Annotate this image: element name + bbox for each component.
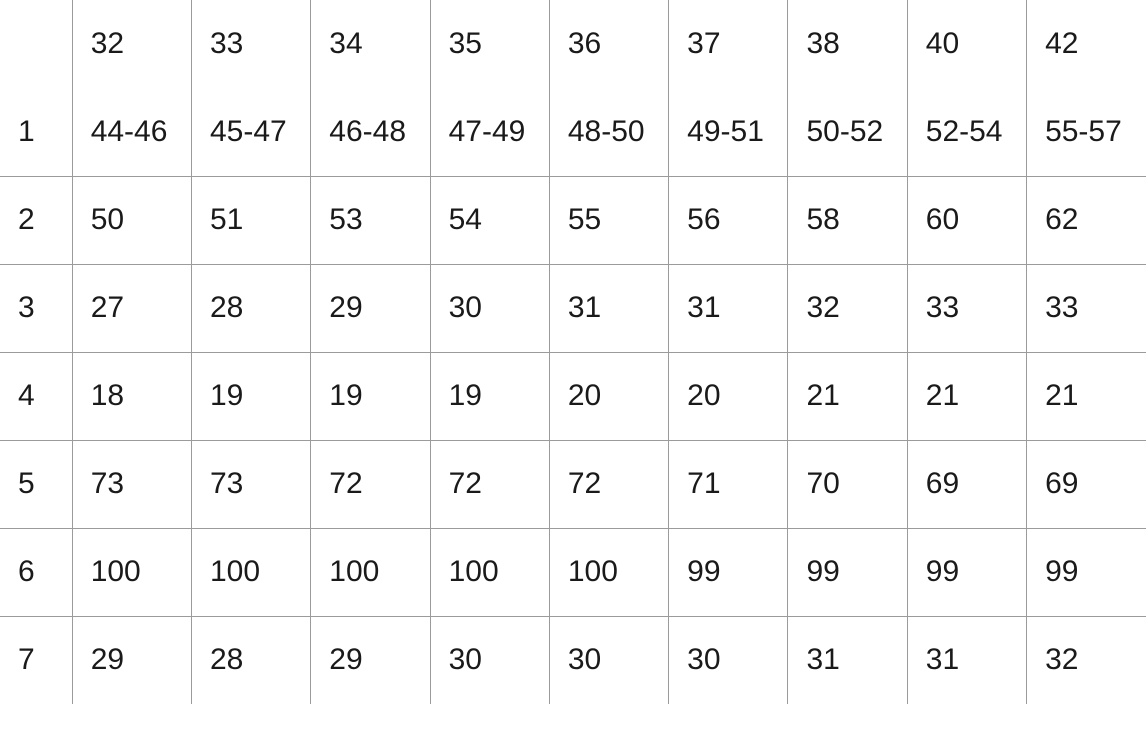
row-header: 3: [0, 264, 72, 352]
table-cell: 33: [907, 264, 1026, 352]
table-cell: 62: [1027, 176, 1146, 264]
table-cell: 29: [311, 616, 430, 704]
row-header: 5: [0, 440, 72, 528]
table-cell: 73: [72, 440, 191, 528]
table-cell: 70: [788, 440, 907, 528]
table-cell: 30: [549, 616, 668, 704]
table-cell: 58: [788, 176, 907, 264]
table-cell: 55-57: [1027, 88, 1146, 176]
column-header: 33: [191, 0, 310, 88]
table-row: [0, 264, 1146, 352]
table-cell: 20: [669, 352, 788, 440]
table-cell: 48-50: [549, 88, 668, 176]
table-cell: 32: [788, 264, 907, 352]
table-cell: 72: [549, 440, 668, 528]
table-cell: 29: [72, 616, 191, 704]
table-cell: 21: [907, 352, 1026, 440]
table-row: [0, 88, 1146, 176]
table-cell: 99: [1027, 528, 1146, 616]
column-header: 38: [788, 0, 907, 88]
table-cell: 73: [191, 440, 310, 528]
table-cell: 55: [549, 176, 668, 264]
table-cell: 99: [669, 528, 788, 616]
table-cell: 56: [669, 176, 788, 264]
table-cell: 44-46: [72, 88, 191, 176]
table-cell: 72: [430, 440, 549, 528]
table-cell: 54: [430, 176, 549, 264]
table-cell: 100: [549, 528, 668, 616]
table-corner-cell: [0, 0, 72, 88]
table-cell: 60: [907, 176, 1026, 264]
table-cell: 49-51: [669, 88, 788, 176]
column-header: 37: [669, 0, 788, 88]
table-cell: 100: [430, 528, 549, 616]
table-cell: 28: [191, 264, 310, 352]
table-cell: 50-52: [788, 88, 907, 176]
table-cell: 21: [1027, 352, 1146, 440]
table-body: [0, 88, 1146, 704]
table-cell: 31: [907, 616, 1026, 704]
table-cell: 20: [549, 352, 668, 440]
table-row: [0, 176, 1146, 264]
column-header: 32: [72, 0, 191, 88]
table-cell: 21: [788, 352, 907, 440]
table-cell: 53: [311, 176, 430, 264]
table-cell: 46-48: [311, 88, 430, 176]
table-cell: 71: [669, 440, 788, 528]
table-cell: 31: [549, 264, 668, 352]
column-header: 34: [311, 0, 430, 88]
table-row: [0, 616, 1146, 704]
row-header: 4: [0, 352, 72, 440]
table-cell: 28: [191, 616, 310, 704]
table-cell: 69: [1027, 440, 1146, 528]
table-cell: 99: [907, 528, 1026, 616]
row-header: 7: [0, 616, 72, 704]
table-cell: 72: [311, 440, 430, 528]
table-cell: 30: [430, 616, 549, 704]
table-cell: 19: [311, 352, 430, 440]
table-cell: 45-47: [191, 88, 310, 176]
row-header: 2: [0, 176, 72, 264]
table-header: [0, 0, 1146, 88]
table-cell: 100: [72, 528, 191, 616]
header-row: [0, 0, 1146, 88]
table-row: [0, 352, 1146, 440]
table-cell: 32: [1045, 643, 1079, 677]
table-cell: 31: [788, 616, 907, 704]
table-cell: 30: [669, 616, 788, 704]
table-cell: 100: [311, 528, 430, 616]
column-header: 40: [907, 0, 1026, 88]
row-header: 6: [0, 528, 72, 616]
table-cell: 27: [72, 264, 191, 352]
table-cell: 52-54: [907, 88, 1026, 176]
table-cell: 69: [907, 440, 1026, 528]
table-row: [0, 440, 1146, 528]
table-cell: 99: [788, 528, 907, 616]
table-cell: 30: [430, 264, 549, 352]
table-cell: 51: [191, 176, 310, 264]
table-cell: 18: [72, 352, 191, 440]
column-header: 42: [1045, 27, 1079, 60]
table-cell: 50: [72, 176, 191, 264]
table-cell: 33: [1027, 264, 1146, 352]
table-cell: 29: [311, 264, 430, 352]
table-cell: 47-49: [430, 88, 549, 176]
column-header: 36: [549, 0, 668, 88]
table-row: [0, 528, 1146, 616]
column-header: 35: [430, 0, 549, 88]
table-cell: 19: [430, 352, 549, 440]
table-cell: 100: [191, 528, 310, 616]
table-cell: 31: [669, 264, 788, 352]
table-cell: 19: [191, 352, 310, 440]
row-header: 1: [0, 88, 72, 176]
